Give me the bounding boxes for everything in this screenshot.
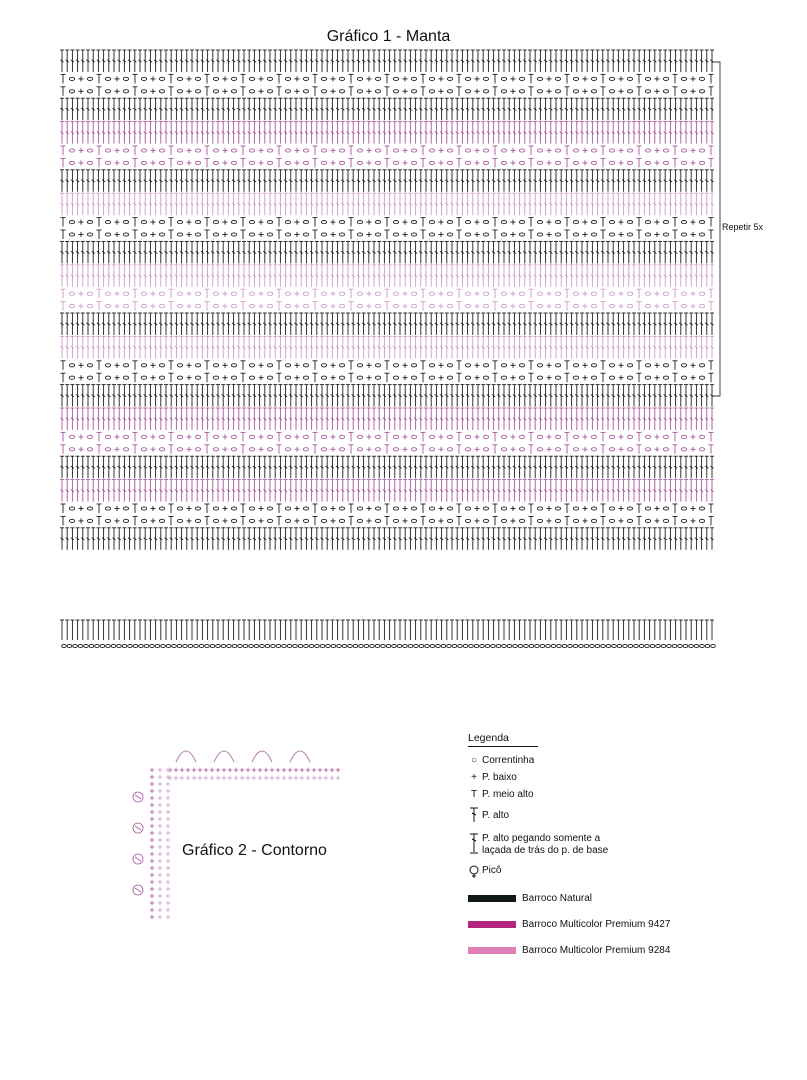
- stitch-row: [61, 230, 714, 239]
- legend-item-picot: [468, 865, 670, 883]
- stitch-row: [60, 385, 714, 407]
- stitch-row: [61, 74, 714, 83]
- border-stitches: [133, 751, 340, 919]
- stitch-row: [60, 408, 714, 430]
- repeat-bracket: [712, 62, 720, 396]
- double-crochet-icon: [468, 807, 480, 827]
- stitch-row: [60, 528, 714, 550]
- chain-icon: ○: [470, 754, 478, 766]
- chart1-title: Gráfico 1 - Manta: [326, 28, 451, 45]
- color-swatch: [468, 921, 516, 928]
- stitch-row: [61, 289, 714, 298]
- repeat-label: Repetir 5x: [722, 222, 764, 232]
- legend-color-9284: [468, 945, 670, 957]
- legend-color-natural: [468, 893, 670, 905]
- stitch-row: [60, 456, 714, 478]
- stitch-row: [60, 265, 714, 287]
- stitch-row: [60, 50, 714, 72]
- stitch-row: [61, 158, 714, 167]
- legend-label: P. alto pegando somente a laçada de trás do p. de base: [482, 832, 609, 856]
- stitch-row: [61, 302, 714, 311]
- legend-item-back-loop: [468, 833, 670, 859]
- legend-item-half-double: [468, 789, 670, 801]
- color-label: Barroco Multicolor Premium 9427: [522, 918, 671, 930]
- legend-color-9427: [468, 919, 670, 931]
- stitch-row: [61, 516, 714, 525]
- legend-label: P. baixo: [482, 771, 517, 783]
- stitch-row: [60, 122, 714, 144]
- stitch-row: [61, 146, 714, 155]
- color-label: Barroco Natural: [522, 892, 593, 904]
- stitch-row: [60, 336, 714, 358]
- stitch-row: [61, 218, 714, 227]
- legend-item-single-crochet: [468, 772, 670, 784]
- stitch-row: [60, 170, 714, 192]
- legend-label: P. alto: [482, 809, 510, 821]
- legend-item-chain: [468, 755, 670, 767]
- color-swatch: [468, 895, 516, 902]
- stitch-row: [60, 98, 714, 120]
- stitch-row: [61, 445, 714, 454]
- legend-label: Picô: [482, 864, 502, 876]
- stitch-row: [61, 87, 714, 96]
- back-loop-double-crochet-icon: [468, 833, 480, 859]
- chart2-title: Gráfico 2 - Contorno: [182, 842, 327, 859]
- legend-item-double: [468, 807, 670, 827]
- stitch-row: [61, 432, 714, 441]
- foundation-chain: [60, 620, 715, 648]
- legend-label: Correntinha: [482, 754, 535, 766]
- stitch-row: [60, 193, 714, 215]
- stitch-row: [61, 373, 714, 382]
- stitch-row: [61, 361, 714, 370]
- stitch-row: [61, 504, 714, 513]
- stitch-rows: [60, 50, 714, 550]
- legend: [468, 732, 670, 957]
- picot-icon: [468, 865, 480, 883]
- color-swatch: [468, 947, 516, 954]
- stitch-row: [60, 480, 714, 502]
- single-crochet-icon: +: [471, 771, 477, 783]
- stitch-row: [60, 313, 714, 335]
- color-label: Barroco Multicolor Premium 9284: [522, 944, 671, 956]
- legend-title: Legenda: [468, 732, 538, 747]
- stitch-row: [60, 241, 714, 263]
- half-double-crochet-icon: T: [470, 788, 478, 800]
- legend-label: P. meio alto: [482, 788, 534, 800]
